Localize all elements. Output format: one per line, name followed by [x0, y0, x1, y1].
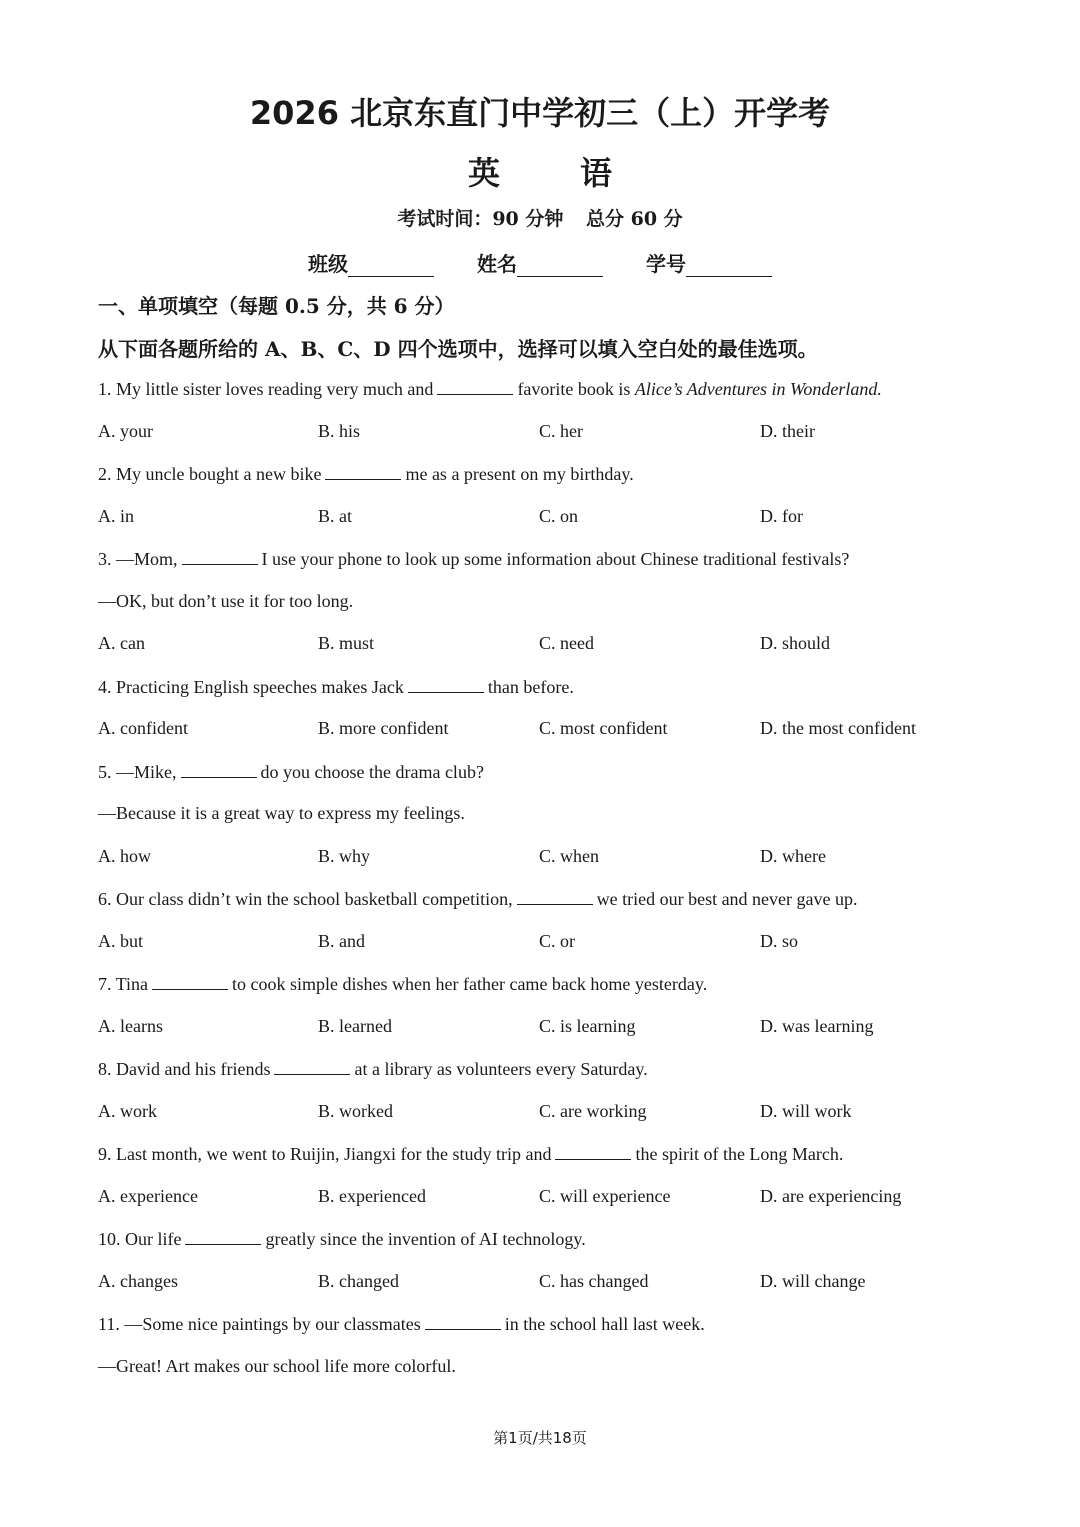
exam-info: [0, 204, 1080, 231]
question-text-continued: than before.: [487, 676, 574, 697]
answer-blank[interactable]: [437, 378, 513, 395]
answer-option[interactable]: D. are experiencing: [760, 1185, 902, 1206]
answer-option[interactable]: B. his: [318, 420, 361, 441]
answer-option[interactable]: A. confident: [98, 718, 188, 738]
answer-option[interactable]: C. her: [539, 420, 583, 441]
answer-option[interactable]: A. work: [98, 1100, 157, 1121]
answer-blank[interactable]: [181, 761, 257, 778]
answer-option[interactable]: A. learns: [98, 1015, 163, 1036]
answer-option[interactable]: C. most confident: [539, 718, 668, 738]
question-stem: [98, 676, 574, 698]
question-stem: [98, 1228, 586, 1250]
question-text: 4. Practicing English speeches makes Jack: [98, 676, 404, 697]
answer-option[interactable]: D. was learning: [760, 1015, 874, 1036]
exam-time: 考试时间：90 分钟: [397, 208, 564, 230]
question-text: 11. —Some nice paintings by our classmates: [98, 1314, 421, 1334]
question-text: 10. Our life: [98, 1229, 182, 1249]
question-text-continued: in the school hall last week.: [504, 1314, 705, 1334]
answer-option[interactable]: D. for: [760, 505, 803, 526]
answer-option[interactable]: A. your: [98, 420, 153, 441]
answer-option[interactable]: D. the most confident: [760, 718, 916, 738]
question-stem: [98, 378, 882, 400]
question-text: 6. Our class didn’t win the school basketball competition,: [98, 889, 513, 909]
id-field: [646, 248, 772, 277]
question-text-continued: greatly since the invention of AI technology.: [265, 1229, 586, 1249]
question-text-continued: we tried our best and never gave up.: [596, 889, 858, 909]
answer-option[interactable]: D. should: [760, 633, 831, 653]
answer-option[interactable]: B. experienced: [318, 1185, 426, 1206]
question-text-continued: do you choose the drama club?: [260, 761, 484, 782]
answer-option[interactable]: B. why: [318, 845, 371, 866]
question-text: 3. —Mom,: [98, 549, 178, 569]
answer-option[interactable]: A. changes: [98, 1270, 178, 1291]
answer-option[interactable]: D. will work: [760, 1100, 852, 1121]
question-text-continued: the spirit of the Long March.: [635, 1144, 844, 1164]
answer-option[interactable]: B. and: [318, 930, 365, 951]
class-blank[interactable]: [348, 256, 434, 277]
exam-score: 总分 60 分: [586, 208, 683, 230]
subject-heading: [0, 148, 1080, 194]
answer-option[interactable]: B. changed: [318, 1270, 399, 1291]
answer-blank[interactable]: [517, 888, 593, 905]
answer-option[interactable]: A. how: [98, 845, 151, 866]
answer-option[interactable]: B. must: [318, 633, 375, 653]
exam-title: 2026 北京东直门中学初三（上）开学考: [249, 94, 831, 132]
class-label: 班级: [308, 252, 349, 276]
answer-option[interactable]: C. when: [539, 845, 599, 866]
question-text: 5. —Mike,: [98, 761, 177, 782]
id-blank[interactable]: [686, 256, 772, 277]
answer-option[interactable]: B. at: [318, 505, 352, 526]
question-stem: [98, 1313, 705, 1335]
question-stem: [98, 888, 858, 910]
question-text: 8. David and his friends: [98, 1059, 271, 1079]
question-stem: [98, 1143, 843, 1165]
dialogue-reply: —Great! Art makes our school life more colorful.: [98, 1355, 456, 1376]
question-text: 1. My little sister loves reading very much and: [98, 379, 434, 399]
answer-option[interactable]: B. learned: [318, 1015, 392, 1036]
question-stem: [98, 548, 849, 570]
dialogue-reply: —Because it is a great way to express my feelings.: [98, 803, 465, 823]
name-field: [477, 248, 603, 277]
answer-option[interactable]: C. need: [539, 633, 594, 653]
answer-blank[interactable]: [274, 1058, 350, 1075]
question-text-continued: to cook simple dishes when her father came back home yesterday.: [232, 974, 708, 994]
answer-blank[interactable]: [408, 676, 484, 693]
answer-blank[interactable]: [325, 463, 401, 480]
answer-option[interactable]: C. is learning: [539, 1015, 636, 1036]
answer-option[interactable]: D. where: [760, 845, 826, 866]
answer-option[interactable]: D. so: [760, 930, 799, 951]
dialogue-reply: —OK, but don’t use it for too long.: [98, 590, 354, 611]
book-title: Alice’s Adventures in Wonderland.: [634, 379, 882, 399]
section-heading: 一、单项填空（每题 0.5 分，共 6 分）: [98, 294, 455, 318]
answer-option[interactable]: C. will experience: [539, 1185, 671, 1206]
answer-option[interactable]: D. will change: [760, 1270, 866, 1291]
question-stem: [98, 973, 707, 995]
subject-char-1: 英: [467, 154, 500, 192]
subject-char-2: 语: [580, 154, 613, 192]
answer-option[interactable]: B. more confident: [318, 718, 449, 738]
question-text: 9. Last month, we went to Ruijin, Jiangxi for the study trip and: [98, 1144, 552, 1164]
page-number: 第1页/共18页: [493, 1429, 587, 1447]
answer-option[interactable]: C. has changed: [539, 1270, 649, 1291]
name-blank[interactable]: [517, 256, 603, 277]
id-label: 学号: [645, 252, 686, 276]
answer-option[interactable]: A. can: [98, 633, 145, 653]
answer-blank[interactable]: [182, 548, 258, 565]
answer-blank[interactable]: [425, 1313, 501, 1330]
question-text-continued: favorite book is: [517, 379, 631, 399]
answer-option[interactable]: C. on: [539, 505, 579, 526]
name-label: 姓名: [477, 252, 517, 276]
answer-option[interactable]: A. in: [98, 505, 134, 526]
question-text: 7. Tina: [98, 974, 149, 994]
question-stem: [98, 761, 484, 783]
answer-option[interactable]: C. or: [539, 930, 575, 951]
answer-option[interactable]: A. experience: [98, 1185, 198, 1206]
answer-option[interactable]: C. are working: [539, 1100, 647, 1121]
answer-blank[interactable]: [555, 1143, 631, 1160]
class-field: [308, 248, 434, 277]
student-fields: [0, 248, 1080, 277]
answer-blank[interactable]: [152, 973, 228, 990]
question-text-continued: at a library as volunteers every Saturday.: [354, 1059, 648, 1079]
section-instruction: 从下面各题所给的 A、B、C、D 四个选项中，选择可以填入空白处的最佳选项。: [98, 337, 818, 361]
question-text-continued: me as a present on my birthday.: [405, 464, 634, 484]
answer-option[interactable]: A. but: [98, 930, 143, 951]
question-stem: [98, 463, 634, 485]
question-stem: [98, 1058, 648, 1080]
answer-option[interactable]: D. their: [760, 420, 815, 441]
answer-option[interactable]: B. worked: [318, 1100, 393, 1121]
question-text: 2. My uncle bought a new bike: [98, 464, 322, 484]
answer-blank[interactable]: [185, 1228, 261, 1245]
question-text-continued: I use your phone to look up some information about Chinese traditional festivals?: [261, 549, 850, 569]
